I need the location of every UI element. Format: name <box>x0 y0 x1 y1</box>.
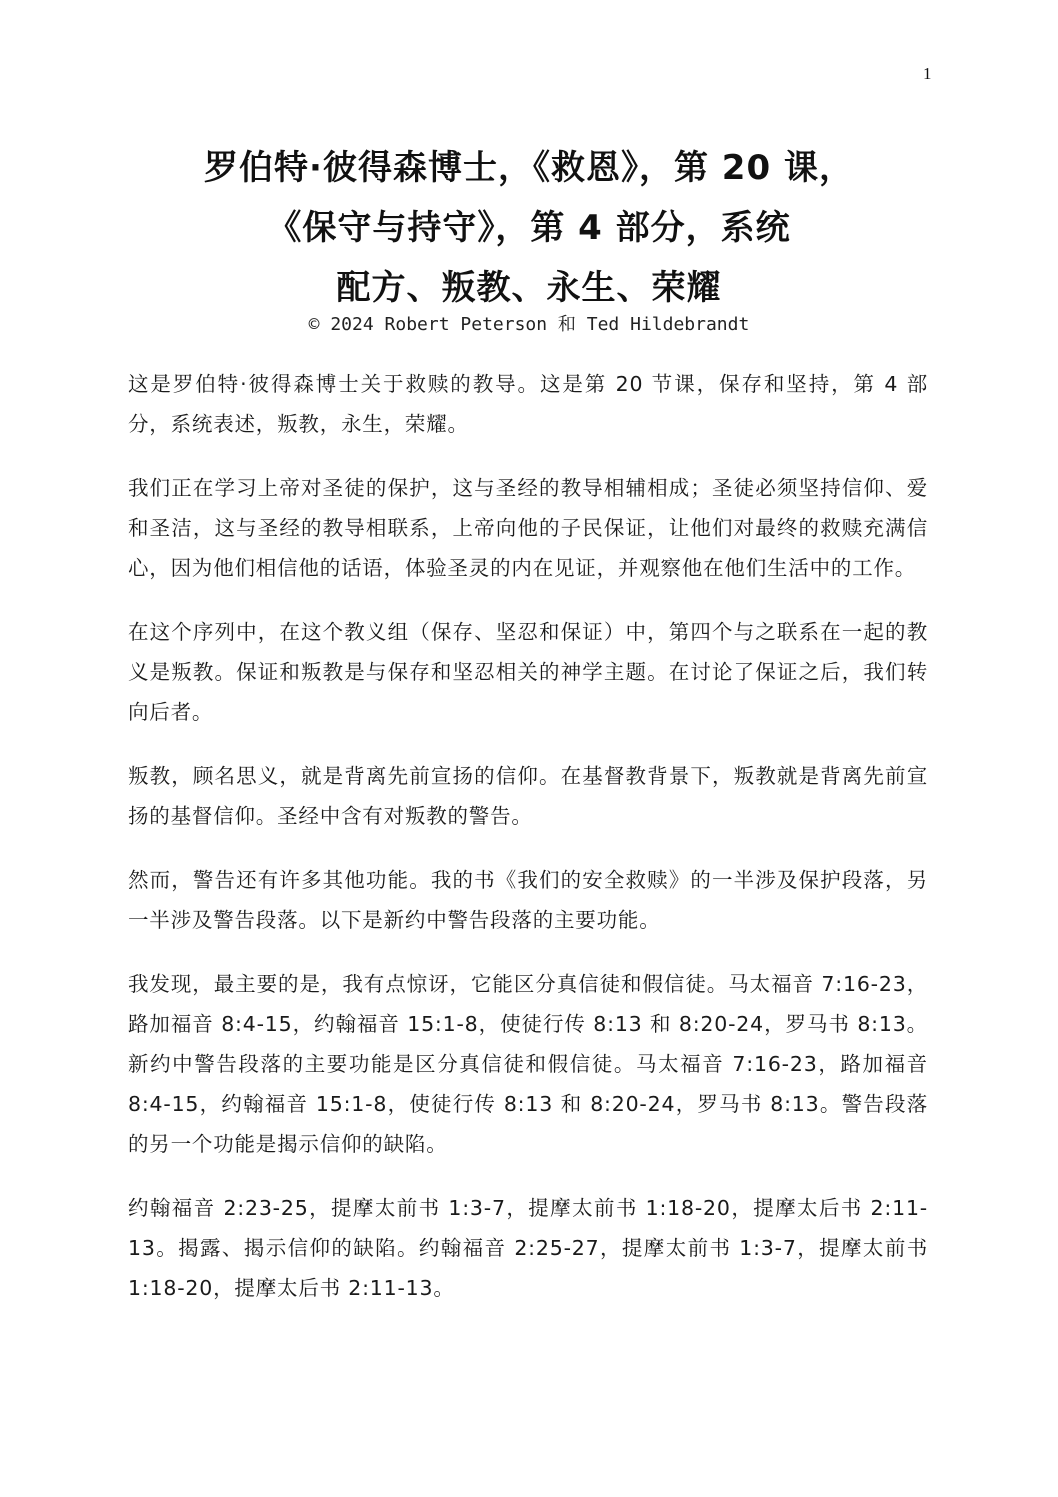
document-title <box>0 138 1058 318</box>
page-number: 1 <box>923 64 932 83</box>
paragraph-3: 在这个序列中，在这个教义组（保存、坚忍和保证）中，第四个与之联系在一起的教义是叛教。保证和叛教是与保存和坚忍相关的神学主题。在讨论了保证之后，我们转向后者。 <box>128 620 928 724</box>
document-body <box>128 364 928 1332</box>
paragraph-1: 这是罗伯特·彼得森博士关于救赎的教导。这是第 20 节课，保存和坚持，第 4 部分，系统表述，叛教，永生，荣耀。 <box>128 372 928 436</box>
title-line-1: 罗伯特·彼得森博士，《救恩》，第 20 课， <box>204 148 854 188</box>
copyright-line: © 2024 Robert Peterson 和 Ted Hildebrandt <box>308 314 750 335</box>
title-line-2: 《保守与持守》，第 4 部分，系统 <box>267 208 791 248</box>
paragraph-5: 然而，警告还有许多其他功能。我的书《我们的安全救赎》的一半涉及保护段落，另一半涉及警告段落。以下是新约中警告段落的主要功能。 <box>128 868 928 932</box>
paragraph-4: 叛教，顾名思义，就是背离先前宣扬的信仰。在基督教背景下，叛教就是背离先前宣扬的基督信仰。圣经中含有对叛教的警告。 <box>128 764 928 828</box>
paragraph-2: 我们正在学习上帝对圣徒的保护，这与圣经的教导相辅相成；圣徒必须坚持信仰、爱和圣洁，这与圣经的教导相联系，上帝向他的子民保证，让他们对最终的救赎充满信心，因为他们相信他的话语，体验圣灵的内在见证，并观察他在他们生活中的工作。 <box>128 476 928 580</box>
paragraph-7: 约翰福音 2:23-25，提摩太前书 1:3-7，提摩太前书 1:18-20，提摩太后书 2:11-13。揭露、揭示信仰的缺陷。约翰福音 2:25-27，提摩太前书 1:3-7，提摩太前书 1:18-20，提摩太后书 2:11-13。 <box>128 1196 928 1300</box>
title-line-3: 配方、叛教、永生、荣耀 <box>336 268 722 308</box>
paragraph-6: 我发现，最主要的是，我有点惊讶，它能区分真信徒和假信徒。马太福音 7:16-23，路加福音 8:4-15，约翰福音 15:1-8，使徒行传 8:13 和 8:20-24，罗马书 8:13。新约中警告段落的主要功能是区分真信徒和假信徒。马太福音 7:16-23，路加福音 8:4-15，约翰福音 15:1-8，使徒行传 8:13 和 8:20-24，罗马书 8:13。警告段落的另一个功能是揭示信仰的缺陷。 <box>128 972 928 1156</box>
